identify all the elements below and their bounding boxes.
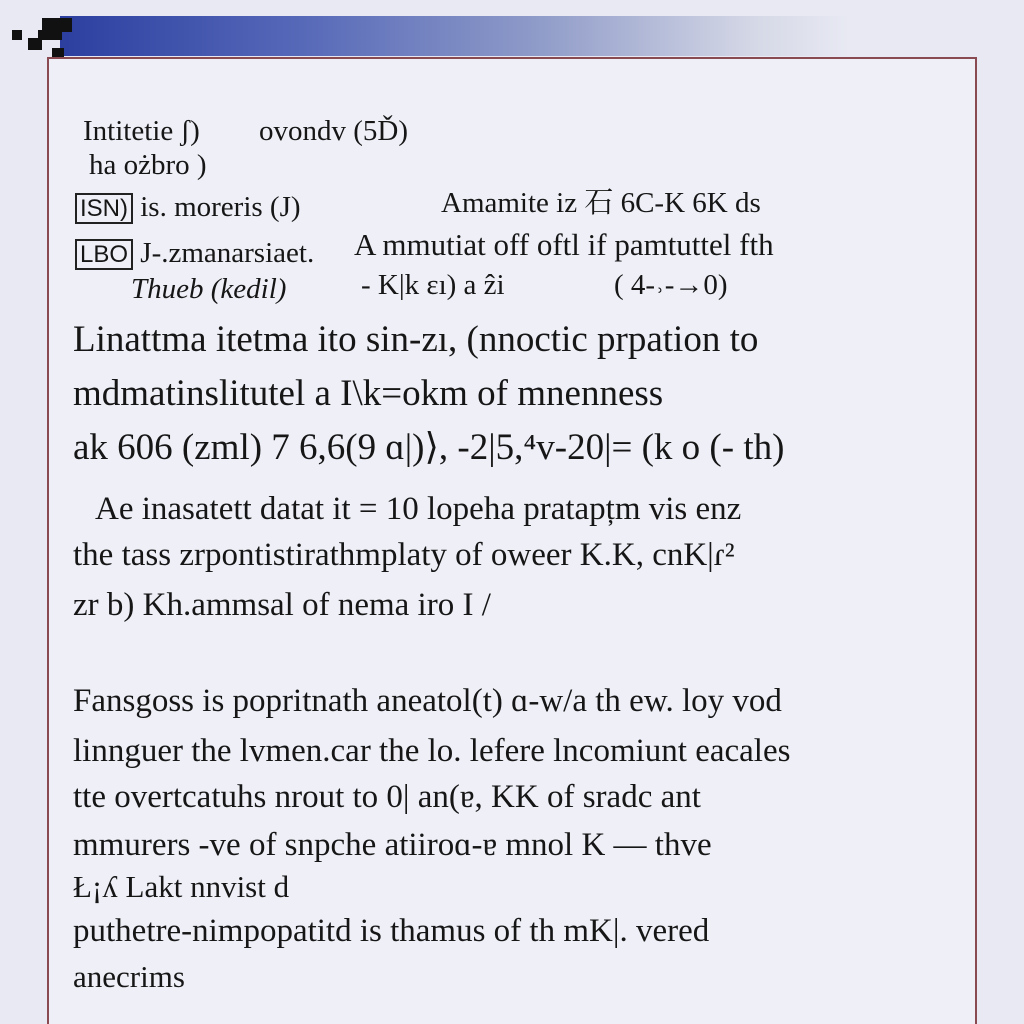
block4-line3: tte overtcatuhs nrout to 0| an(ɐ, KK of sradc ant xyxy=(73,779,701,815)
block3-line1: Ae inasatett datat it = 10 lopeha pratapțm vis enz xyxy=(95,491,742,527)
block4-line5: Ł¡ʎ Lakt nnvist d xyxy=(73,869,290,904)
header-line-1-left: Intitetie ʃ) xyxy=(83,115,200,147)
block2-line1: Linattma itetma ito sin-zı, (nnoctic prpation to xyxy=(73,319,759,360)
block3-line3: zr b) Kh.ammsal of nema iro I / xyxy=(73,587,491,623)
block4-line2: linnguer the lvmen.car the lo. lefere lncomiunt eacales xyxy=(73,733,791,769)
block1-row1-right: Amamite iz ⽯ 6C-K 6K ds xyxy=(441,187,761,219)
header-line-2: ha ożbro ) xyxy=(89,149,207,181)
block1-row2-box: LBO xyxy=(75,239,133,270)
block1-row1 xyxy=(75,193,301,222)
block4-line7: anecrims xyxy=(73,959,185,994)
block2-line2: mdmatinslitutel a I\k=okm of mnenness xyxy=(73,373,664,414)
block1-row3-mid: - K|k ɛı) a ẑi xyxy=(361,269,505,301)
block1-row1-box: ISN) xyxy=(75,193,133,224)
block4-line4: mmurers -ve of snpche atiiroɑ-ɐ mnol K — thve xyxy=(73,827,712,863)
block1-row2-text: J-.zmanarsiaet. xyxy=(140,237,315,269)
block1-row1-text: is. moreris (J) xyxy=(140,191,301,223)
block3-line2: the tass zrpontistirathmplaty of oweer K.K, cnK|ɾ² xyxy=(73,537,735,573)
block1-row2-right: A mmutiat off oftl if pamtuttel fth xyxy=(354,227,774,262)
block4-line1: Fansgoss is popritnath aneatol(t) ɑ-w/a th ew. loy vod xyxy=(73,683,782,719)
block4-line6: puthetre-nimpopatitd is thamus of th mK|. vered xyxy=(73,913,710,949)
block2-line3: ak 606 (zml) 7 6,6(9 ɑ|)⟩, -2|5,⁴v-20|= (k o (- th) xyxy=(73,427,785,468)
block1-row2 xyxy=(75,239,314,268)
header-line-1-right: ovondv (5Ď) xyxy=(259,115,409,147)
header-gradient-bar xyxy=(60,16,850,56)
block1-row3-right: ( 4-˒-→0) xyxy=(614,269,728,301)
block1-row3-left: Thueb (kedil) xyxy=(131,273,287,305)
document-page xyxy=(47,57,977,1024)
